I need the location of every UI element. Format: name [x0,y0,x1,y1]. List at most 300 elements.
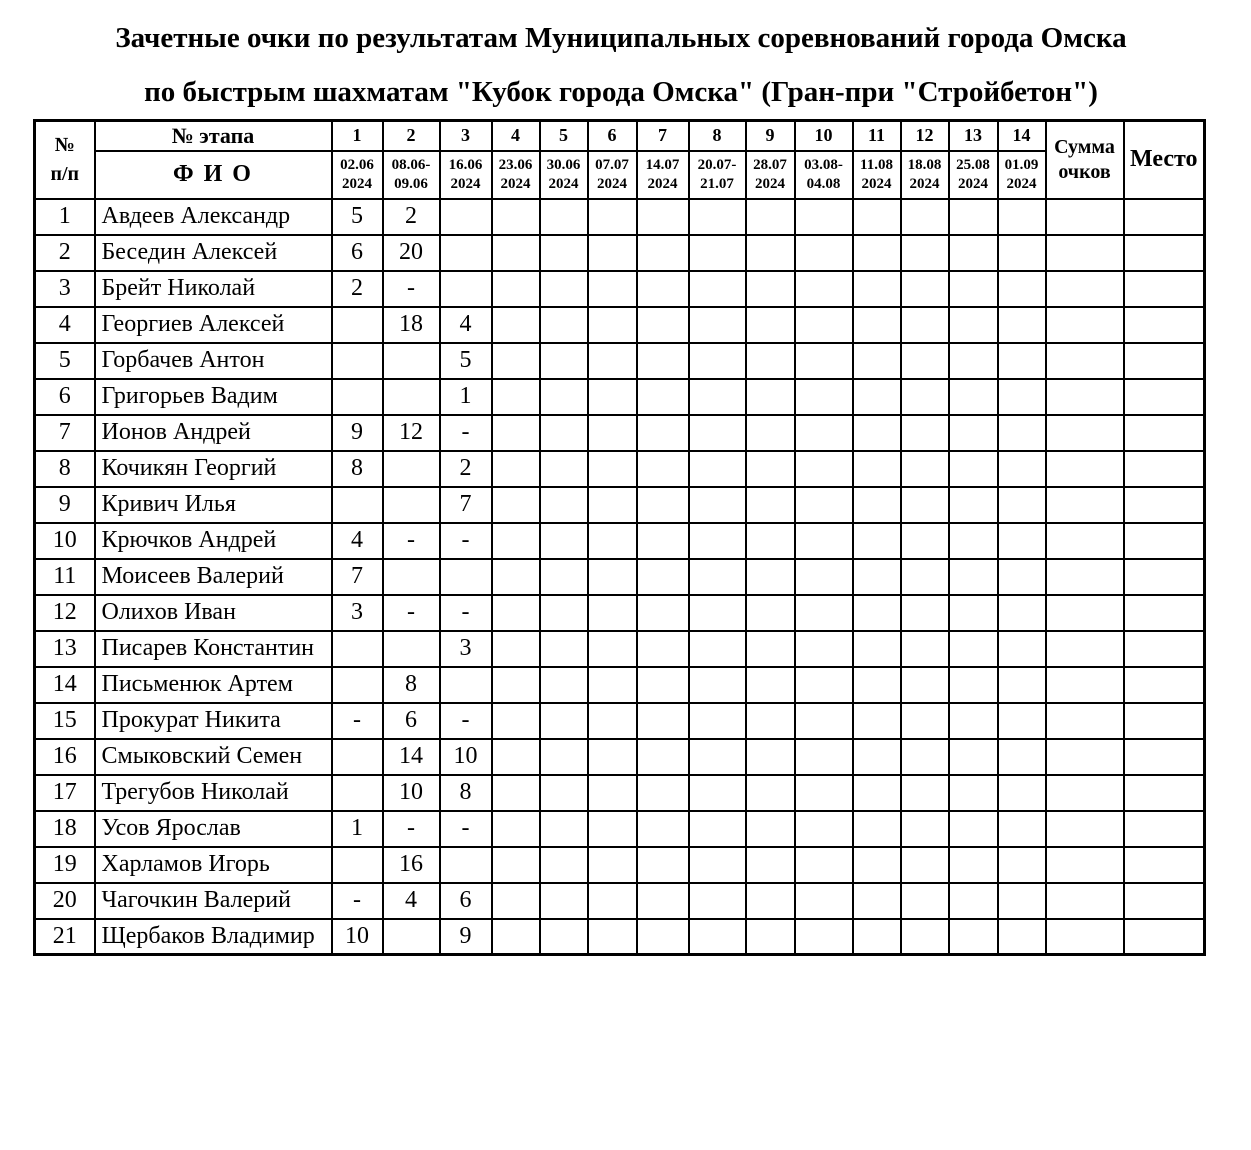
score-cell-stage-2 [383,451,440,487]
header-stage-1: 1 [332,121,383,151]
score-cell-stage-3: 10 [440,739,492,775]
score-cell-stage-12 [901,379,949,415]
score-cell-stage-9 [746,775,795,811]
header-stage-6-dates: 07.07 2024 [588,151,637,199]
score-cell-stage-5 [540,451,588,487]
score-cell-stage-5 [540,523,588,559]
score-cell-stage-8 [689,271,746,307]
score-cell-stage-12 [901,811,949,847]
score-cell-stage-1 [332,307,383,343]
place-cell [1124,307,1205,343]
score-cell-stage-5 [540,379,588,415]
score-cell-stage-3: 1 [440,379,492,415]
table-row [35,343,1205,379]
score-cell-stage-5 [540,919,588,955]
score-cell-stage-10 [795,559,853,595]
score-cell-stage-7 [637,379,689,415]
score-cell-stage-8 [689,703,746,739]
table-row [35,307,1205,343]
table-row [35,379,1205,415]
score-cell-stage-3 [440,559,492,595]
player-name-cell: Усов Ярослав [95,811,332,847]
score-cell-stage-3: 3 [440,631,492,667]
score-cell-stage-10 [795,811,853,847]
score-cell-stage-11 [853,559,901,595]
score-cell-stage-12 [901,523,949,559]
score-cell-stage-14 [998,199,1046,235]
score-cell-stage-3 [440,235,492,271]
header-stage-3: 3 [440,121,492,151]
score-cell-stage-9 [746,379,795,415]
player-name-cell: Моисеев Валерий [95,559,332,595]
player-name-cell: Горбачев Антон [95,343,332,379]
score-cell-stage-4 [492,703,540,739]
place-cell [1124,559,1205,595]
sum-cell [1046,631,1124,667]
score-cell-stage-11 [853,451,901,487]
score-cell-stage-10 [795,595,853,631]
score-cell-stage-4 [492,883,540,919]
score-cell-stage-9 [746,451,795,487]
score-cell-stage-8 [689,631,746,667]
score-cell-stage-1: 9 [332,415,383,451]
row-number-cell: 14 [35,667,95,703]
score-cell-stage-4 [492,307,540,343]
score-cell-stage-7 [637,883,689,919]
table-row [35,631,1205,667]
score-cell-stage-13 [949,235,998,271]
player-name-cell: Трегубов Николай [95,775,332,811]
sum-cell [1046,559,1124,595]
header-sum: Сумма очков [1046,121,1124,199]
score-cell-stage-7 [637,271,689,307]
sum-cell [1046,343,1124,379]
score-cell-stage-14 [998,631,1046,667]
score-cell-stage-2: 14 [383,739,440,775]
place-cell [1124,847,1205,883]
score-cell-stage-9 [746,919,795,955]
score-cell-stage-2: - [383,595,440,631]
place-cell [1124,235,1205,271]
row-number-cell: 15 [35,703,95,739]
score-cell-stage-12 [901,667,949,703]
score-cell-stage-3: 2 [440,451,492,487]
header-stage-5-dates: 30.06 2024 [540,151,588,199]
score-cell-stage-1 [332,847,383,883]
score-cell-stage-7 [637,811,689,847]
score-cell-stage-7 [637,847,689,883]
sum-cell [1046,523,1124,559]
place-cell [1124,811,1205,847]
score-cell-stage-12 [901,631,949,667]
document-title [36,22,1206,109]
table-row [35,703,1205,739]
score-cell-stage-2 [383,487,440,523]
score-cell-stage-9 [746,595,795,631]
player-name-cell: Харламов Игорь [95,847,332,883]
place-cell [1124,919,1205,955]
score-cell-stage-12 [901,415,949,451]
row-number-cell: 4 [35,307,95,343]
player-name-cell: Прокурат Никита [95,703,332,739]
score-cell-stage-8 [689,523,746,559]
score-cell-stage-13 [949,559,998,595]
row-number-cell: 16 [35,739,95,775]
header-stage-13: 13 [949,121,998,151]
score-cell-stage-5 [540,811,588,847]
score-cell-stage-1 [332,343,383,379]
score-cell-stage-14 [998,235,1046,271]
score-cell-stage-8 [689,415,746,451]
score-cell-stage-10 [795,415,853,451]
score-cell-stage-6 [588,379,637,415]
score-cell-stage-5 [540,343,588,379]
place-cell [1124,415,1205,451]
score-cell-stage-1: 6 [332,235,383,271]
score-cell-stage-11 [853,775,901,811]
score-cell-stage-14 [998,271,1046,307]
score-cell-stage-13 [949,451,998,487]
score-cell-stage-7 [637,235,689,271]
score-cell-stage-10 [795,451,853,487]
score-cell-stage-12 [901,919,949,955]
score-cell-stage-7 [637,343,689,379]
score-cell-stage-13 [949,415,998,451]
score-cell-stage-8 [689,811,746,847]
score-cell-stage-5 [540,631,588,667]
score-cell-stage-14 [998,595,1046,631]
score-cell-stage-6 [588,271,637,307]
score-cell-stage-14 [998,487,1046,523]
place-cell [1124,523,1205,559]
score-cell-stage-4 [492,919,540,955]
score-cell-stage-5 [540,415,588,451]
player-name-cell: Смыковский Семен [95,739,332,775]
score-cell-stage-9 [746,523,795,559]
sum-cell [1046,451,1124,487]
row-number-cell: 18 [35,811,95,847]
score-cell-stage-6 [588,235,637,271]
score-cell-stage-10 [795,235,853,271]
score-cell-stage-12 [901,739,949,775]
score-cell-stage-13 [949,199,998,235]
table-body [35,199,1205,955]
score-cell-stage-11 [853,883,901,919]
score-cell-stage-4 [492,775,540,811]
score-cell-stage-2: - [383,271,440,307]
score-cell-stage-13 [949,775,998,811]
header-stage-9-dates: 28.07 2024 [746,151,795,199]
score-cell-stage-9 [746,235,795,271]
score-cell-stage-8 [689,739,746,775]
score-cell-stage-8 [689,595,746,631]
header-stage-2-dates: 08.06- 09.06 [383,151,440,199]
sum-cell [1046,703,1124,739]
sum-cell [1046,667,1124,703]
score-cell-stage-7 [637,199,689,235]
player-name-cell: Авдеев Александр [95,199,332,235]
header-stage-4: 4 [492,121,540,151]
score-cell-stage-14 [998,847,1046,883]
score-cell-stage-11 [853,379,901,415]
header-stage-3-dates: 16.06 2024 [440,151,492,199]
score-cell-stage-7 [637,487,689,523]
sum-cell [1046,775,1124,811]
score-cell-stage-4 [492,667,540,703]
score-cell-stage-6 [588,307,637,343]
score-cell-stage-10 [795,739,853,775]
score-cell-stage-13 [949,847,998,883]
score-cell-stage-2: 16 [383,847,440,883]
score-cell-stage-3: - [440,415,492,451]
score-cell-stage-2: 12 [383,415,440,451]
score-cell-stage-5 [540,667,588,703]
header-stage-4-dates: 23.06 2024 [492,151,540,199]
score-cell-stage-6 [588,523,637,559]
score-cell-stage-1: 3 [332,595,383,631]
score-cell-stage-9 [746,559,795,595]
player-name-cell: Щербаков Владимир [95,919,332,955]
header-stage-11: 11 [853,121,901,151]
score-cell-stage-3: 7 [440,487,492,523]
score-cell-stage-14 [998,343,1046,379]
score-cell-stage-3: 5 [440,343,492,379]
score-cell-stage-1 [332,379,383,415]
score-cell-stage-7 [637,739,689,775]
header-stage-14-dates: 01.09 2024 [998,151,1046,199]
score-cell-stage-3 [440,271,492,307]
score-cell-stage-10 [795,523,853,559]
score-cell-stage-9 [746,811,795,847]
score-cell-stage-12 [901,883,949,919]
sum-cell [1046,919,1124,955]
header-stage-7-dates: 14.07 2024 [637,151,689,199]
score-cell-stage-1: 10 [332,919,383,955]
score-cell-stage-8 [689,451,746,487]
score-cell-stage-3: - [440,703,492,739]
header-stage-label: № этапа [95,121,332,151]
table-row [35,667,1205,703]
place-cell [1124,883,1205,919]
place-cell [1124,667,1205,703]
score-cell-stage-11 [853,595,901,631]
score-cell-stage-4 [492,523,540,559]
score-cell-stage-13 [949,703,998,739]
row-number-cell: 8 [35,451,95,487]
header-num-pp: № п/п [35,121,95,199]
score-cell-stage-11 [853,739,901,775]
score-cell-stage-14 [998,775,1046,811]
score-cell-stage-5 [540,703,588,739]
score-cell-stage-2 [383,379,440,415]
score-cell-stage-14 [998,883,1046,919]
score-cell-stage-14 [998,667,1046,703]
score-cell-stage-13 [949,739,998,775]
score-cell-stage-6 [588,811,637,847]
sum-cell [1046,847,1124,883]
score-cell-stage-1: 5 [332,199,383,235]
header-stage-12-dates: 18.08 2024 [901,151,949,199]
score-cell-stage-8 [689,307,746,343]
score-cell-stage-4 [492,415,540,451]
title-line-2: по быстрым шахматам "Кубок города Омска" (Гран-при "Стройбетон") [144,76,1098,108]
score-cell-stage-12 [901,199,949,235]
header-stage-14: 14 [998,121,1046,151]
score-cell-stage-10 [795,307,853,343]
score-cell-stage-4 [492,595,540,631]
score-cell-stage-3 [440,667,492,703]
header-stage-10: 10 [795,121,853,151]
table-row [35,199,1205,235]
row-number-cell: 21 [35,919,95,955]
score-cell-stage-10 [795,883,853,919]
score-cell-stage-12 [901,559,949,595]
score-cell-stage-13 [949,343,998,379]
score-cell-stage-14 [998,307,1046,343]
score-cell-stage-1 [332,775,383,811]
score-cell-stage-9 [746,271,795,307]
score-cell-stage-12 [901,451,949,487]
place-cell [1124,487,1205,523]
row-number-cell: 11 [35,559,95,595]
score-cell-stage-8 [689,667,746,703]
score-cell-stage-1: 7 [332,559,383,595]
score-cell-stage-11 [853,415,901,451]
table-row [35,415,1205,451]
score-cell-stage-12 [901,271,949,307]
score-cell-stage-6 [588,451,637,487]
header-stage-13-dates: 25.08 2024 [949,151,998,199]
score-cell-stage-2: 6 [383,703,440,739]
header-stage-11-dates: 11.08 2024 [853,151,901,199]
score-cell-stage-2 [383,343,440,379]
score-cell-stage-7 [637,703,689,739]
sum-cell [1046,739,1124,775]
score-cell-stage-7 [637,523,689,559]
score-cell-stage-10 [795,775,853,811]
score-cell-stage-9 [746,343,795,379]
row-number-cell: 20 [35,883,95,919]
score-cell-stage-5 [540,235,588,271]
score-cell-stage-14 [998,379,1046,415]
table-header [35,121,1205,199]
sum-cell [1046,487,1124,523]
score-cell-stage-1: 8 [332,451,383,487]
score-cell-stage-9 [746,847,795,883]
score-cell-stage-11 [853,847,901,883]
score-cell-stage-13 [949,523,998,559]
score-cell-stage-11 [853,811,901,847]
header-fio: Ф И О [95,151,332,199]
score-cell-stage-13 [949,271,998,307]
score-cell-stage-2 [383,919,440,955]
score-cell-stage-13 [949,919,998,955]
score-cell-stage-3: - [440,811,492,847]
place-cell [1124,703,1205,739]
score-cell-stage-4 [492,739,540,775]
score-cell-stage-4 [492,235,540,271]
score-cell-stage-7 [637,415,689,451]
row-number-cell: 6 [35,379,95,415]
score-cell-stage-12 [901,235,949,271]
row-number-cell: 13 [35,631,95,667]
table-row [35,739,1205,775]
header-stage-9: 9 [746,121,795,151]
score-cell-stage-14 [998,559,1046,595]
player-name-cell: Писарев Константин [95,631,332,667]
score-cell-stage-6 [588,847,637,883]
score-cell-stage-1: 1 [332,811,383,847]
table-row [35,595,1205,631]
score-cell-stage-7 [637,595,689,631]
header-place: Место [1124,121,1205,199]
row-number-cell: 7 [35,415,95,451]
row-number-cell: 2 [35,235,95,271]
score-cell-stage-13 [949,379,998,415]
sum-cell [1046,235,1124,271]
score-cell-stage-14 [998,523,1046,559]
score-cell-stage-7 [637,667,689,703]
score-cell-stage-4 [492,379,540,415]
score-cell-stage-11 [853,199,901,235]
table-row [35,487,1205,523]
header-stage-6: 6 [588,121,637,151]
score-cell-stage-10 [795,631,853,667]
score-cell-stage-5 [540,307,588,343]
score-cell-stage-6 [588,415,637,451]
score-cell-stage-9 [746,703,795,739]
score-cell-stage-4 [492,451,540,487]
place-cell [1124,451,1205,487]
score-cell-stage-5 [540,487,588,523]
score-cell-stage-1: - [332,703,383,739]
sum-cell [1046,307,1124,343]
table-row [35,883,1205,919]
score-cell-stage-12 [901,775,949,811]
score-cell-stage-6 [588,919,637,955]
score-cell-stage-7 [637,307,689,343]
score-cell-stage-11 [853,235,901,271]
score-cell-stage-8 [689,883,746,919]
place-cell [1124,379,1205,415]
score-cell-stage-6 [588,559,637,595]
score-cell-stage-11 [853,271,901,307]
score-cell-stage-6 [588,631,637,667]
score-cell-stage-4 [492,631,540,667]
score-cell-stage-14 [998,451,1046,487]
table-row [35,919,1205,955]
score-cell-stage-10 [795,487,853,523]
score-cell-stage-9 [746,415,795,451]
score-cell-stage-14 [998,811,1046,847]
table-row [35,847,1205,883]
place-cell [1124,343,1205,379]
score-cell-stage-9 [746,307,795,343]
sum-cell [1046,271,1124,307]
score-cell-stage-10 [795,703,853,739]
row-number-cell: 9 [35,487,95,523]
score-cell-stage-12 [901,307,949,343]
player-name-cell: Ионов Андрей [95,415,332,451]
score-cell-stage-3: 9 [440,919,492,955]
row-number-cell: 12 [35,595,95,631]
score-cell-stage-2 [383,631,440,667]
score-cell-stage-13 [949,307,998,343]
score-cell-stage-9 [746,487,795,523]
score-cell-stage-5 [540,775,588,811]
score-cell-stage-12 [901,487,949,523]
score-cell-stage-6 [588,487,637,523]
